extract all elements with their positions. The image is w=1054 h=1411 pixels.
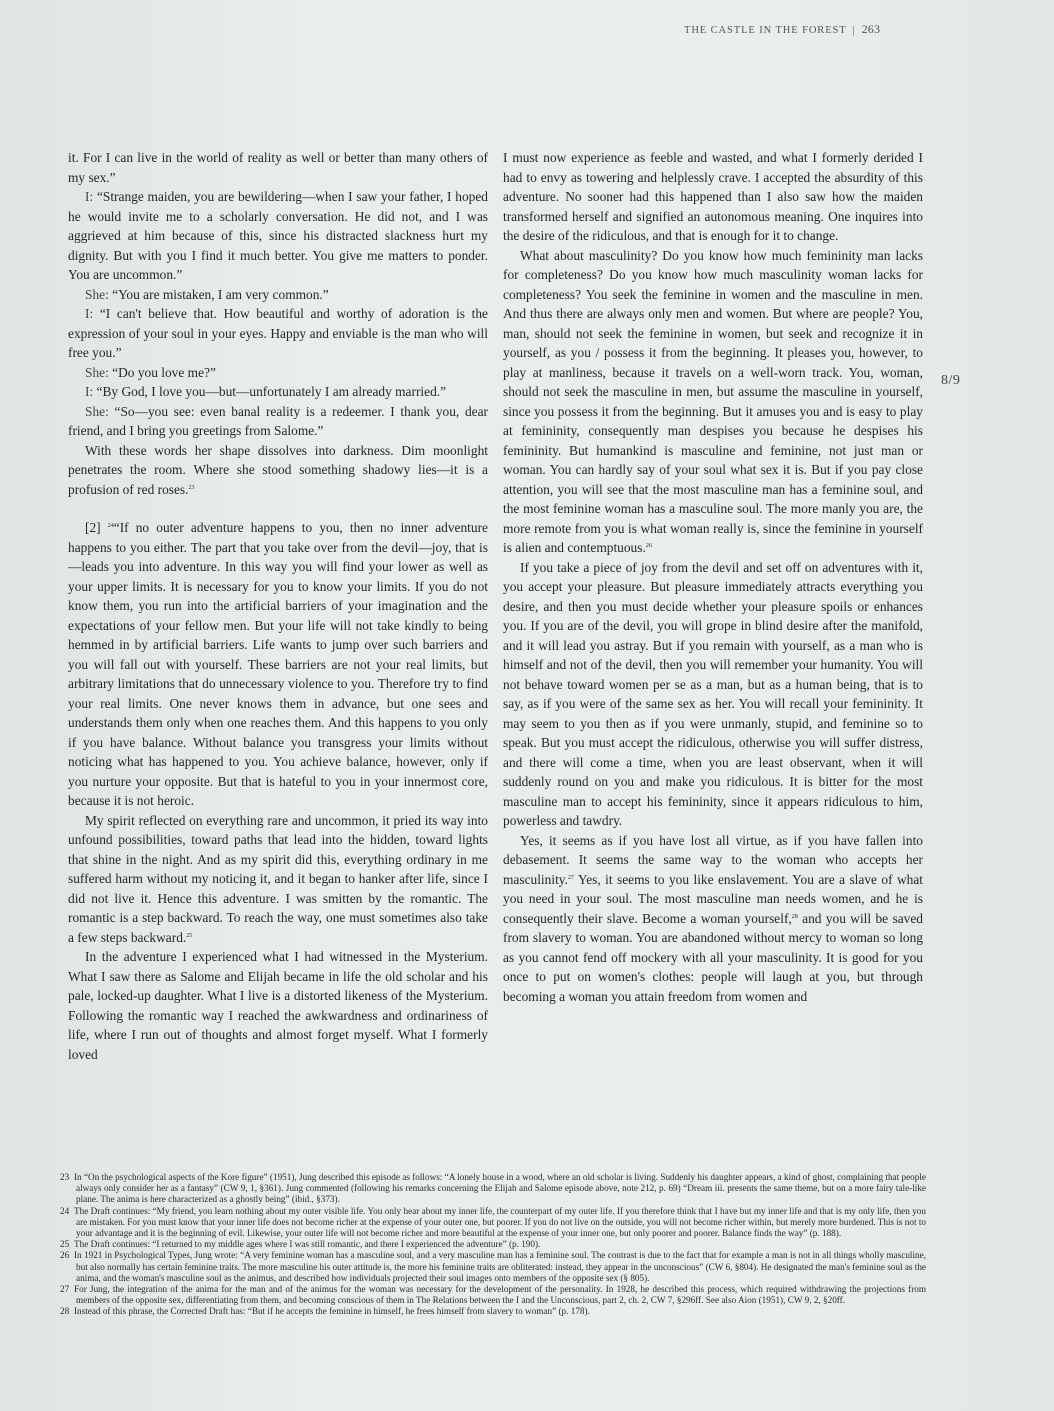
footnote-text: The Draft continues: “My friend, you learn nothing about my outer visible life. You only hear about my inner life, the counterpart of my outer life. If you therefore think that I have but my inner life and that is my only life, then you are mistaken. For you must know that your inner life does not become richer at the expense of your outer one, but poorer. If you do not live on the outside, you will not become richer within, but merely more burdened. This is not to your advantage and it is the beginning of evil. Likewise, your outer life will not become richer and more beautiful at the expense of your inner one, but only poorer and poorer. Balance finds the way” (p. 188).	[74, 1205, 926, 1239]
footnote-text: In 1921 in Psychological Types, Jung wrote: “A very feminine woman has a masculine soul, and a very masculine man has a feminine soul. The contrast is due to the fact that for example a man is not in all things wholly masculine, but also normally has certain feminine traits. The more masculine his outer attitude is, the more his feminine traits are obliterated: instead, they appear in the unconscious” (CW 6, §804). He designated the man's feminine soul as the anima, and the woman's masculine soul as the animus, and described how individuals projected their soul images onto members of the opposite sex (§ 805).	[74, 1250, 926, 1283]
paragraph-text: My spirit reflected on everything rare and uncommon, it pried its way into unfound possibilities, toward paths that lead into the hidden, toward lights that shine in the night. And as my spirit did this, everything ordinary in me suffered harm without my noticing it, and it began to hanker after life, since I did not live it. Hence this adventure. I was smitten by the romantic. The romantic is a step backward. To reach the way, one must sometimes also take a few steps backward.	[68, 812, 488, 945]
dialogue-text: “Do you love me?”	[108, 364, 216, 380]
paragraph-text: and you will be saved from slavery to woman. You are abandoned without mercy to woman so long as you cannot fend off mockery with all your masculinity. It is good for you once to put on women's clothes: people will laugh at you, but through becoming a woman you attain freedom from women and	[503, 910, 923, 1004]
section-gap	[68, 499, 488, 518]
footnote-number: 26	[60, 1250, 70, 1261]
paragraph-text: With these words her shape dissolves into darkness. Dim moonlight penetrates the room. Where she stood something shadowy lies—it is a profusion of red roses.	[68, 442, 488, 497]
speaker: She:	[85, 364, 109, 380]
paragraph	[68, 518, 488, 811]
footnote-text: In “On the psychological aspects of the Kore figure” (1951), Jung described this episode as follows: “A lonely house in a wood, where an old scholar is living. Suddenly his daughter appears, a kind of ghost, complaining that people always only consider her as a fantasy” (CW 9, 1, §361). Jung commented (following his remarks concerning the Elijah and Salome episode above, note 212, p. 69) “Dream iii. presents the same theme, but on a more fairy tale-like plane. The anima is here characterized as a ghostly being” (ibid., §373).	[74, 1172, 926, 1205]
running-head	[684, 22, 944, 37]
footnote-number: 25	[60, 1239, 70, 1250]
left-column	[68, 148, 488, 1064]
margin-page-reference: 8/9	[941, 373, 961, 388]
dialogue-text: “Strange maiden, you are bewildering—when I saw your father, I hoped he would invite me to a scholarly conversation. He did not, and I was aggrieved at him because of this, since his distracted slackness hurt my dignity. But with you I find it much better. You give me matters to ponder. You are uncommon.”	[68, 189, 488, 282]
speaker: I:	[85, 384, 94, 399]
dialogue-line	[68, 363, 488, 383]
paragraph-text: Yes, it seems as if you have lost all virtue, as if you have fallen into debasement. It seems the same way to the woman who accepts her masculinity.	[503, 832, 923, 887]
footnote-number: 28	[60, 1306, 70, 1317]
paragraph	[503, 831, 923, 1007]
footnote-number: 27	[60, 1284, 70, 1295]
dialogue-text: “By God, I love you—but—unfortunately I am already married.”	[93, 384, 447, 399]
dialogue-line	[68, 304, 488, 363]
dialogue-text: “I can't believe that. How beautiful and worthy of adoration is the expression of your soul in your eyes. Happy and enviable is the man who will free you.”	[68, 306, 488, 360]
speaker: I:	[85, 306, 94, 321]
speaker: She:	[85, 403, 109, 419]
footnote-ref[interactable]: 23	[188, 484, 195, 491]
paragraph: it. For I can live in the world of reality as well or better than many others of my sex.”	[68, 150, 488, 185]
paragraph-text: What about masculinity? Do you know how much femininity man lacks for completeness? Do you know how much masculinity woman lacks for completeness? You seek the feminine in women and the masculine in men. And thus there are always only men and women. But where are people? You, man, should not seek the feminine in women, but seek and recognize it in yourself, as you / possess it from the beginning. It pleases you, however, to play at manliness, because it travels on a well-worn track. You, woman, should not seek the masculine in men, but assume the masculine in yourself, since you possess it from the beginning. But it amuses you and is easy to play at femininity, consequently man despises you because he despises his femininity. But humankind is masculine and feminine, not just man or woman. You can hardly say of your soul what sex it is. But if you pay close attention, you will see that the most masculine man has a feminine soul, and the most feminine woman has a masculine soul. The more manly you are, the more remote from you is what woman really is, since the feminine in yourself is alien and contemptuous.	[503, 247, 923, 555]
section-marker: [2]	[85, 520, 101, 535]
footnote-number: 24	[60, 1205, 70, 1216]
paragraph: If you take a piece of joy from the devil and set off on adventures with it, you accept your pleasure. But pleasure immediately attracts everything you desire, and then you must decide whether your pleasure spoils or enhances you. If you are of the devil, you will grope in blind desire after the manifold, and it will lead you astray. But if you remain with yourself, as a man who is himself and not of the devil, then you will remember your humanity. You will not behave toward women per se as a man, but as a human being, that is to say, as if you were of the same sex as her. You will recall your femininity. It may seem to you then as if you were unmanly, stupid, and feminine so to speak. But you must accept the ridiculous, otherwise you will suffer distress, and there will come a time, when you are least observant, when it will suddenly round on you and make you ridiculous. It is bitter for the most masculine man to accept his femininity, since it appears ridiculous to him, powerless and tawdry.	[503, 559, 923, 828]
paragraph	[503, 246, 923, 558]
page-number: 263	[861, 22, 881, 36]
footnote-text: Instead of this phrase, the Corrected Draft has: “But if he accepts the feminine in himself, he frees himself from slavery to woman” (p. 178).	[74, 1306, 590, 1317]
footnote-ref[interactable]: 26	[645, 543, 652, 549]
dialogue-text: “So—you see: even banal reality is a redeemer. I thank you, dear friend, and I bring you greetings from Salome.”	[68, 403, 488, 438]
dialogue-line	[68, 285, 488, 305]
dialogue-line	[68, 187, 488, 285]
footnote	[60, 1306, 926, 1317]
footnote-text: The Draft continues: “I returned to my middle ages where I was still romantic, and there I experienced the adventure” (p. 190).	[74, 1239, 541, 1250]
paragraph-text: Yes, it seems to you like enslavement. You are a slave of what you need in your soul. The most masculine man needs women, and he is consequently their slave. Become a woman yourself,	[503, 871, 923, 926]
right-column	[503, 148, 923, 1006]
header-separator: |	[852, 25, 856, 36]
dialogue-line	[68, 382, 488, 402]
footnote-ref[interactable]: 28	[791, 913, 798, 920]
speaker: She:	[85, 286, 109, 302]
footnote	[60, 1284, 926, 1306]
paragraph: In the adventure I experienced what I had witnessed in the Mysterium. What I saw there as Salome and Elijah became in life the old scholar and his pale, locked-up daughter. What I live is a distorted likeness of the Mysterium. Following the romantic way I reached the awkwardness and ordinariness of life, where I run out of thoughts and almost forget myself. What I formerly loved	[68, 949, 488, 1062]
footnote-ref[interactable]: 25	[186, 932, 193, 939]
footnote-text: For Jung, the integration of the anima for the man and of the animus for the woman was necessary for the development of the personality. In 1928, he described this process, which required withdrawing the projections from members of the opposite sex, differentiating from them, and becoming conscious of them in The Relations between the I and the Unconscious, part 2, ch. 2, CW 7, §296ff. See also Aion (1951), CW 9, 2, §20ff.	[74, 1284, 926, 1306]
paragraph: I must now experience as feeble and wasted, and what I formerly derided I had to envy as towering and helplessly crave. I accepted the absurdity of this adventure. No sooner had this happened than I also saw how the maiden transformed herself and signified an autonomous meaning. One inquires into the desire of the ridiculous, and that is enough for it to change.	[503, 150, 923, 243]
paragraph	[68, 811, 488, 948]
footnote	[60, 1250, 926, 1284]
running-title: THE CASTLE IN THE FOREST	[684, 25, 847, 36]
dialogue-line	[68, 402, 488, 441]
dialogue-text: “You are mistaken, I am very common.”	[108, 286, 329, 302]
footnote-ref[interactable]: 24	[107, 523, 114, 529]
paragraph	[68, 441, 488, 500]
footnote	[60, 1239, 926, 1250]
paragraph-text: “If no outer adventure happens to you, then no inner adventure happens to you either. The part that you take over from the devil—joy, that is—leads you into adventure. In this way you will find your lower as well as your upper limits. It is necessary for you to know your limits. If you do not know them, you run into the artificial barriers of your imagination and the expectations of your fellow men. But your life will not take kindly to being hemmed in by artificial barriers. Life wants to jump over such barriers and you will fall out with yourself. These barriers are not your real limits, but arbitrary limitations that do unnecessary violence to you. Therefore try to find your real limits. One never knows them in advance, but one sees and understands them only when one reaches them. And this happens to you only if you have balance. Without balance you transgress your limits without noticing what has happened to you. You achieve balance, however, only if you nurture your opposite. But that is hateful to you in your innermost core, because it is not heroic.	[68, 520, 488, 808]
speaker: I:	[85, 189, 94, 204]
footnotes	[60, 1172, 926, 1318]
footnote	[60, 1172, 926, 1206]
footnote-ref[interactable]: 27	[567, 874, 574, 881]
footnote	[60, 1206, 926, 1240]
footnote-number: 23	[60, 1172, 70, 1182]
